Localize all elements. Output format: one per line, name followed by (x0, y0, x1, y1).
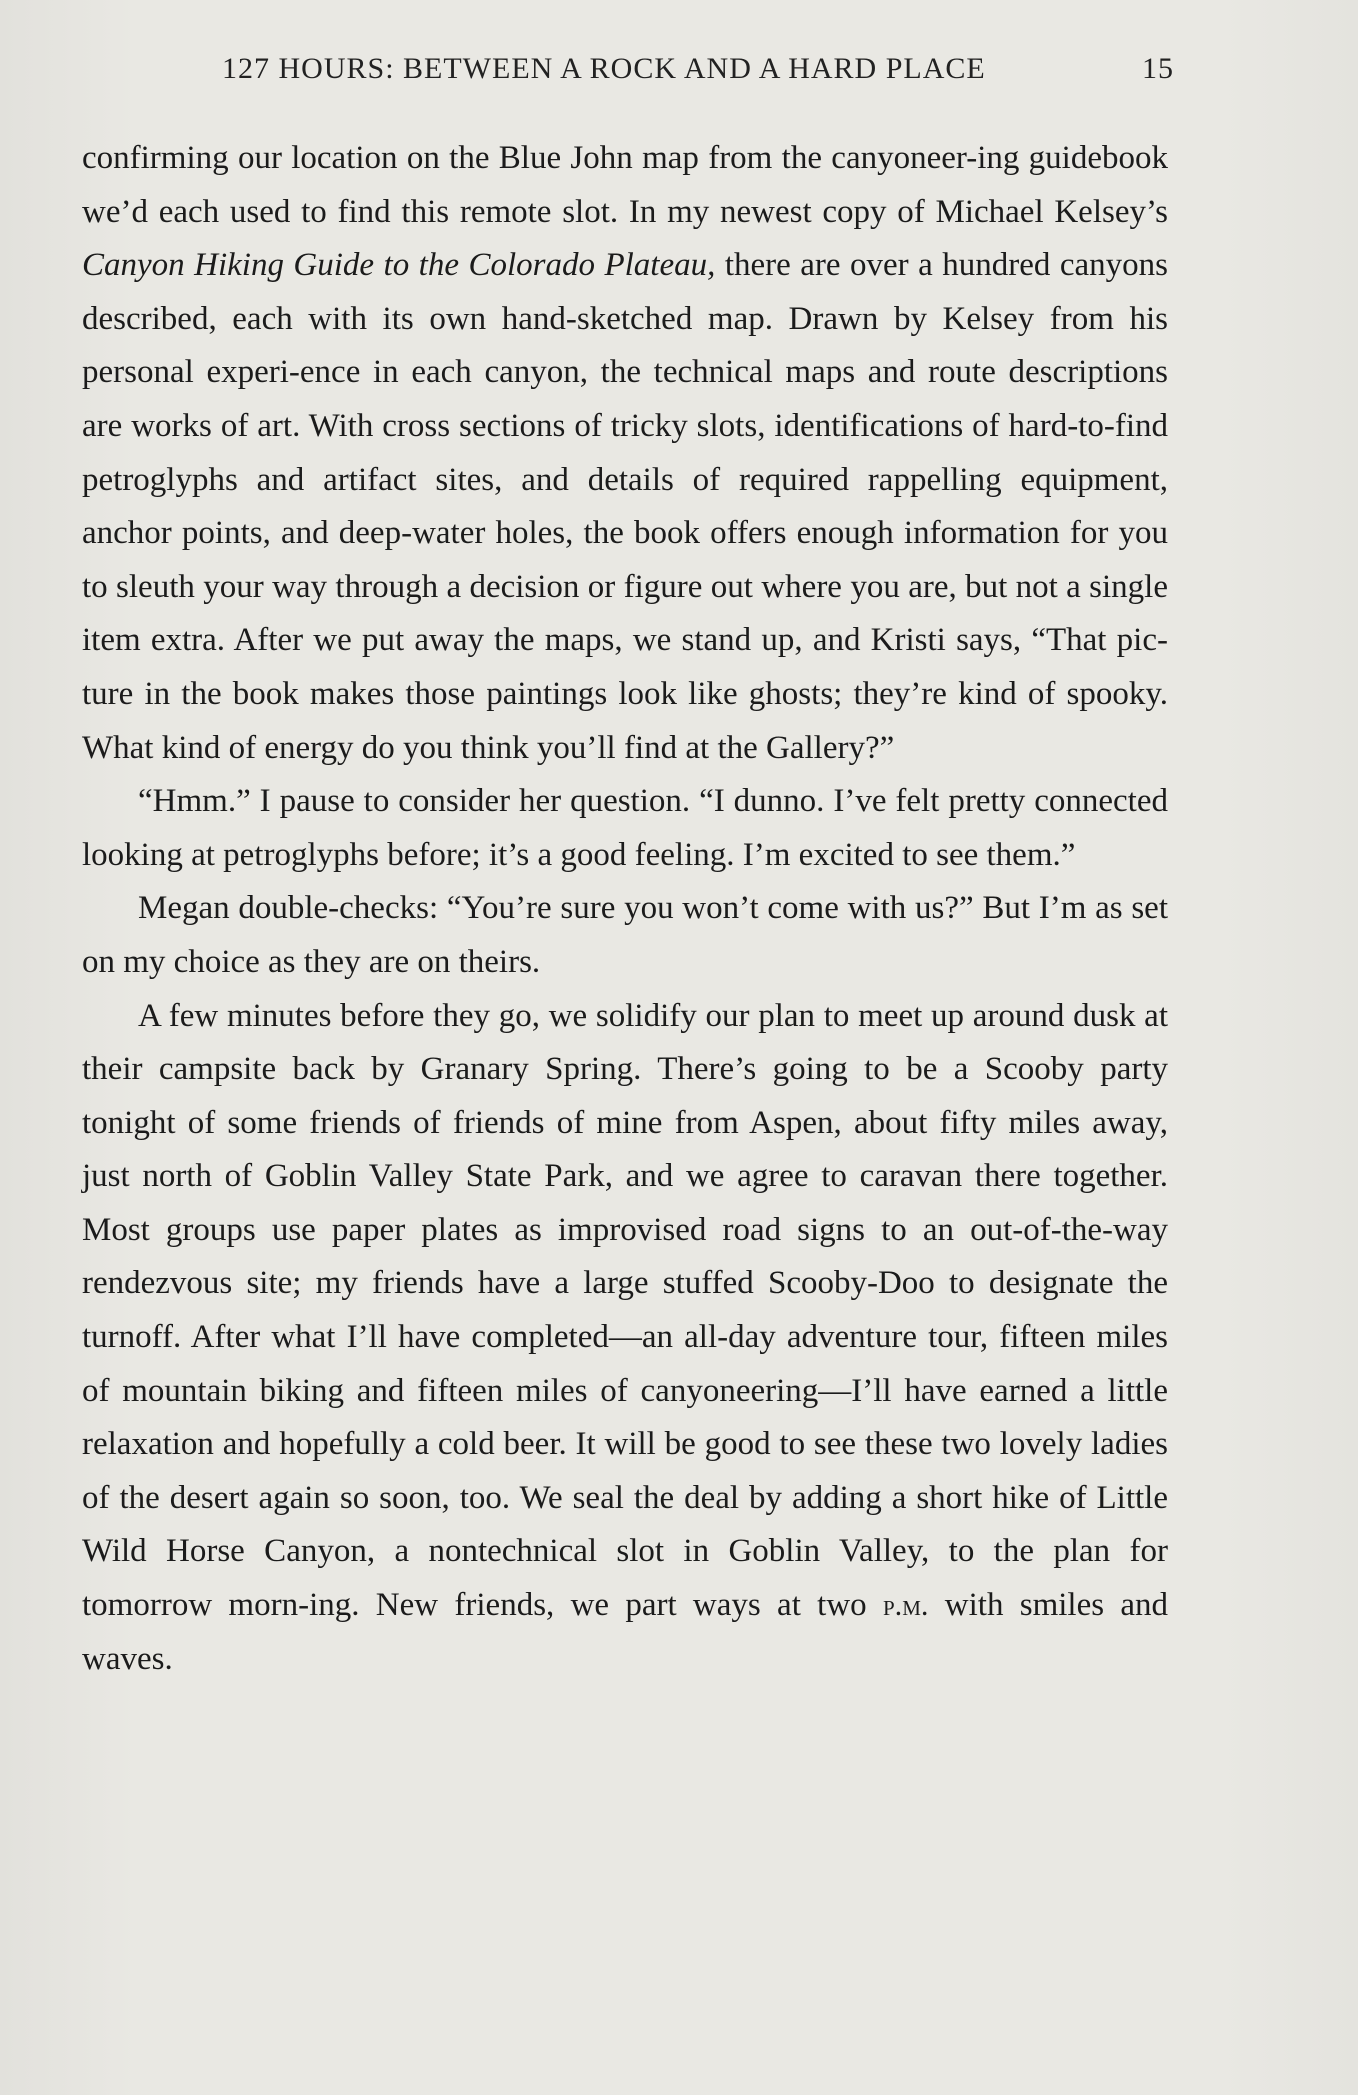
paragraph-1-lead: confirming our location on the Blue John map from the canyoneer-ing guidebook we’d each used to find this remote slot. In my newest copy of Michael Kelsey’s (82, 140, 1168, 230)
paragraph-1 (82, 132, 1168, 775)
running-head (82, 52, 1174, 102)
paragraph-3: Megan double-checks: “You’re sure you won’t come with us?” But I’m as set on my choice as they are on theirs. (82, 890, 1168, 980)
time-smallcaps: p.m. (882, 1588, 929, 1623)
page-number: 15 (1142, 52, 1174, 85)
book-title-italic: Canyon Hiking Guide to the Colorado Plateau, (82, 247, 716, 284)
paragraph-4-lead: A few minutes before they go, we solidify our plan to meet up around dusk at their campsite back by Granary Spring. There’s going to be a Scooby party tonight of some friends of friends of mine from Aspen, about fifty miles away, just north of Goblin Valley State Park, and we agree to caravan there together. Most groups use paper plates as improvised road signs to an out-of-the-way rendezvous site; my friends have a large stuffed Scooby-Doo to designate the turnoff. After what I’ll have completed—an all-day adventure tour, fifteen miles of mountain biking and fifteen miles of canyoneering—I’ll have earned a little relaxation and hopefully a cold beer. It will be good to see these two lovely ladies of the desert again so soon, too. We seal the deal by adding a short hike of Little Wild Horse Canyon, a nontechnical slot in Goblin Valley, to the plan for tomorrow morn-ing. New friends, we part ways at two (82, 997, 1168, 1624)
paragraph-4-tail: with smiles and waves. (82, 1587, 1169, 1677)
body-text (82, 132, 1168, 1686)
running-title: 127 HOURS: BETWEEN A ROCK AND A HARD PLACE (222, 52, 986, 85)
paragraph-2: “Hmm.” I pause to consider her question. “I dunno. I’ve felt pretty connected looking at petroglyphs before; it’s a good feeling. I’m excited to see them.” (82, 783, 1168, 873)
paragraph-4 (82, 990, 1168, 1687)
paragraph-1-tail: there are over a hundred canyons described, each with its own hand-sketched map. Drawn by Kelsey from his personal experi-ence in each canyon, the technical maps and route descriptions are works of art. With cross sections of tricky slots, identifications of hard-to-find petroglyphs and artifact sites, and details of required rappelling equipment, anchor points, and deep-water holes, the book offers enough information for you to sleuth your way through a decision or figure out where you are, but not a single item extra. After we put away the maps, we stand up, and Kristi says, “That pic-ture in the book makes those paintings look like ghosts; they’re kind of spooky. What kind of energy do you think you’ll find at the Gallery?” (82, 247, 1168, 766)
